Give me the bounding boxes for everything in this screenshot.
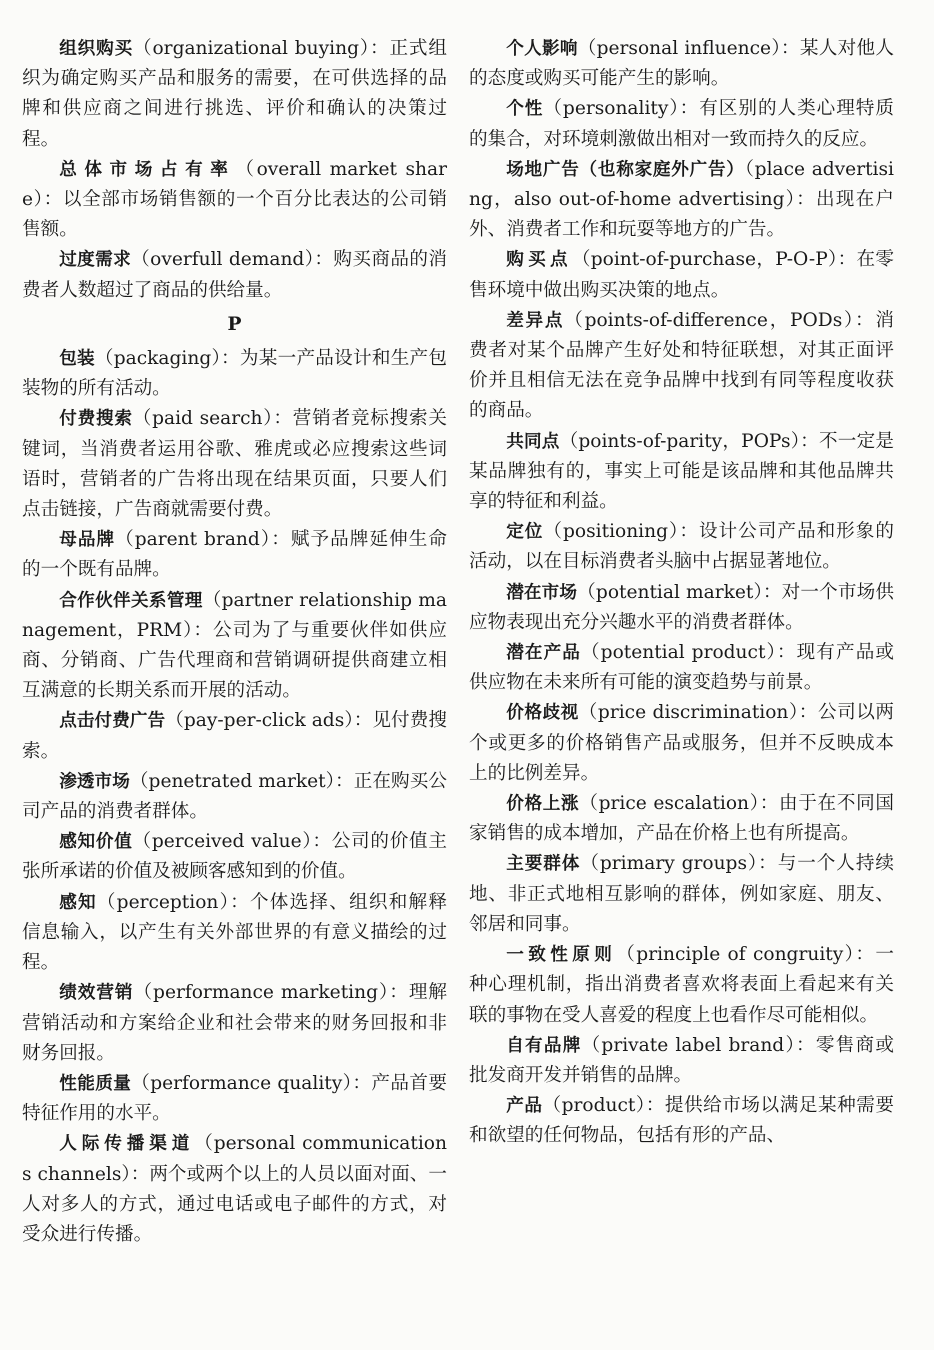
entry-english: （parent brand）： [115,529,291,551]
glossary-entry [22,344,447,404]
glossary-entry [22,767,447,827]
entry-definition: 一种心理机制，指出消费者喜欢将表面上看起来有关联的事物在受人喜爱的程度上也看作尽可能相似。 [469,944,894,1026]
entry-definition: 两个或两个以上的人员以面对面、一人对多人的方式，通过电话或电子邮件的方式，对受众进行传播。 [22,1163,447,1245]
glossary-entry [469,306,894,427]
glossary-entry [469,698,894,789]
entry-term: 点击付费广告 [59,711,166,732]
entry-english: （points-of-difference，PODs）： [564,309,876,331]
entry-term: 场地广告（也称家庭外广告） [506,159,745,180]
entry-term: 合作伙伴关系管理 [59,590,203,611]
entry-definition: 正式组织为确定购买产品和服务的需要，在可供选择的品牌和供应商之间进行挑选、评价和确认的决策过程。 [22,38,447,150]
entry-definition: 营销者竞标搜索关键词，当消费者运用谷歌、雅虎或必应搜索这些词语时，营销者的广告将出现在结果页面，只要人们点击链接，广告商就需要付费。 [22,408,447,521]
entry-term: 付费搜索 [59,409,133,430]
glossary-entry [22,706,447,766]
entry-definition: 设计公司产品和形象的活动，以在目标消费者头脑中占据显著地位。 [469,521,894,573]
entry-definition: 购买商品的消费者人数超过了商品的供给量。 [22,249,447,301]
entry-definition: 有区别的人类心理特质的集合，对环境刺激做出相对一致而持久的反应。 [469,98,894,150]
glossary-entry [469,1091,894,1151]
glossary-entry [469,517,894,577]
entry-definition: 个体选择、组织和解释信息输入，以产生有关外部世界的有意义描绘的过程。 [22,891,447,974]
entry-definition: 公司为了与重要伙伴如供应商、分销商、广告代理商和营销调研提供商建立相互满意的长期关系而开展的活动。 [22,619,447,702]
entry-definition: 赋予品牌延伸生命的一个既有品牌。 [22,529,447,581]
entry-definition: 以全部市场销售额的一个百分比表达的公司销售额。 [22,189,447,241]
entry-english: （positioning）： [543,521,699,543]
entry-term: 差异点 [506,310,565,331]
entry-term: 定位 [506,522,544,543]
left-column [22,34,447,1350]
entry-term: 价格歧视 [506,703,579,724]
glossary-entry [469,578,894,638]
entry-definition: 公司以两个或更多的价格销售产品或服务，但并不反映成本上的比例差异。 [469,702,894,784]
entry-english: （price escalation）： [579,793,779,815]
entry-term: 总体市场占有率 [59,159,236,180]
entry-english: （packaging）： [94,348,240,370]
entry-english: （potential product）： [580,642,797,664]
entry-english: （partner relationship management，PRM）： [22,589,447,641]
glossary-entry [22,34,447,155]
entry-term: 个人影响 [506,39,578,59]
entry-term: 性能质量 [59,1073,132,1094]
glossary-entry [22,404,447,525]
glossary-entry [22,245,447,305]
entry-term: 感知价值 [59,832,133,853]
entry-definition: 正在购买公司产品的消费者群体。 [22,770,447,823]
glossary-entry [469,94,894,154]
entry-english: （performance marketing）： [133,982,409,1004]
entry-term: 潜在产品 [506,643,581,664]
entry-term: 感知 [59,892,97,913]
entry-term: 潜在市场 [506,582,578,603]
entry-term: 自有品牌 [506,1035,582,1056]
entry-definition: 为某一产品设计和生产包装物的所有活动。 [22,348,447,400]
entry-term: 购买点 [506,250,572,271]
glossary-entry [469,245,894,305]
entry-english: （personality）： [543,98,700,120]
entry-term: 包装 [59,349,95,370]
glossary-entry [469,427,894,518]
entry-term: 绩效营销 [59,983,134,1004]
entry-definition: 对一个市场供应物表现出充分兴趣水平的消费者群体。 [469,581,894,633]
entry-english: （private label brand）： [581,1034,816,1056]
entry-term: 母品牌 [59,530,116,551]
entry-term: 人际传播渠道 [59,1134,195,1155]
entry-term: 共同点 [506,431,560,452]
entry-definition: 在零售环境中做出购买决策的地点。 [469,249,894,301]
section-letter: P [227,313,242,335]
glossary-entry [22,1069,447,1129]
glossary-entry [469,638,894,698]
glossary-entry [469,789,894,849]
entry-definition: 理解营销活动和方案给企业和社会带来的财务回报和非财务回报。 [22,982,447,1064]
glossary-entry [22,525,447,585]
entry-english: （points-of-parity，POPs）： [559,430,819,452]
glossary-entry [469,1031,894,1091]
entry-definition: 消费者对某个品牌产生好处和特征联想，对其正面评价并且相信无法在竞争品牌中找到有同等程度收获的商品。 [469,309,894,422]
entry-english: （perception）： [96,891,250,913]
entry-english: （performance quality）： [131,1072,372,1094]
entry-english: （penetrated market）： [129,770,354,792]
glossary-entry [469,849,894,940]
entry-definition: 某人对他人的态度或购买可能产生的影响。 [469,38,894,90]
entry-english: （product）： [542,1095,665,1117]
entry-english: （principle of congruity）： [616,944,876,966]
entry-term: 渗透市场 [59,771,130,792]
entry-definition: 不一定是某品牌独有的，事实上可能是该品牌和其他品牌共享的特征和利益。 [469,430,894,513]
entry-english: （personal communications channels）： [22,1133,447,1185]
entry-definition: 由于在不同国家销售的成本增加，产品在价格上也有所提高。 [469,793,894,845]
entry-definition: 与一个人持续地、非正式地相互影响的群体，例如家庭、朋友、邻居和同事。 [469,853,894,935]
entry-term: 价格上涨 [506,794,580,815]
entry-english: （personal influence）： [577,38,800,59]
entry-english: （perceived value）： [132,831,332,853]
entry-term: 产品 [506,1096,543,1117]
entry-english: （overfull demand）： [131,249,334,271]
entry-definition: 零售商或批发商开发并销售的品牌。 [469,1034,894,1086]
glossary-entry [22,978,447,1069]
entry-english: （pay-per-click ads）： [165,710,373,732]
entry-english: （point-of-purchase，P-O-P）： [571,249,857,271]
entry-term: 组织购买 [59,39,134,59]
glossary-entry [469,940,894,1031]
glossary-entry [469,155,894,246]
glossary-entry [22,1129,447,1250]
glossary-entry [22,827,447,887]
entry-definition: 见付费搜索。 [22,710,447,762]
entry-english: （place advertising，also out-of-home advertising）： [469,158,894,211]
entry-term: 主要群体 [506,854,581,875]
entry-english: （paid search）： [132,408,293,430]
entry-english: （overall market share）： [22,158,447,211]
entry-term: 过度需求 [59,250,132,271]
entry-english: （price discrimination）： [578,702,818,724]
glossary-entry [22,888,447,979]
entry-term: 个性 [506,99,544,120]
glossary-entry [469,34,894,94]
entry-english: （organizational buying）： [133,38,390,59]
entry-definition: 现有产品或供应物在未来所有可能的演变趋势与前景。 [469,642,894,694]
right-column [469,34,894,1350]
entry-english: （potential market）： [577,581,782,603]
glossary-entry [22,586,447,707]
entry-definition: 出现在户外、消费者工作和玩耍等地方的广告。 [469,189,894,241]
glossary-entry [22,155,447,246]
entry-definition: 提供给市场以满足某种需要和欲望的任何物品，包括有形的产品、 [469,1095,894,1147]
entry-definition: 产品首要特征作用的水平。 [22,1072,447,1125]
entry-english: （primary groups）： [580,853,778,875]
entry-definition: 公司的价值主张所承诺的价值及被顾客感知到的价值。 [22,831,447,883]
entry-term: 一致性原则 [506,945,617,966]
